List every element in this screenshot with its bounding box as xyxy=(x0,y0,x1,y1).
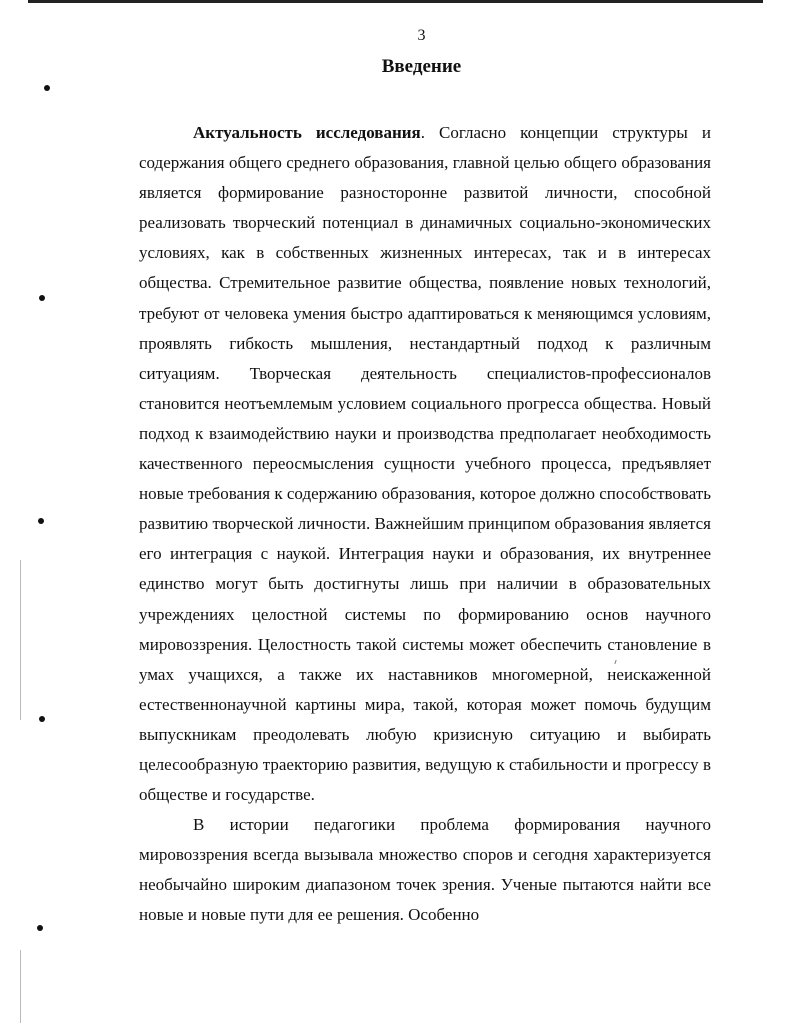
paragraph-history xyxy=(139,810,711,930)
paragraph-text: . Согласно концепции структуры и содержания общего среднего образования, главной целью общего образования является формирование разносторонне развитой личности, способной реализовать творческий потенциал в динамичных социально-экономических условиях, как в собственных жизненных интересах, так и в интересах общества. Стремительное развитие общества, появление новых технологий, требуют от человека умения быстро адаптироваться к меняющимся условиям, проявлять гибкость мышления, нестандартный подход к различным ситуациям. Творческая деятельность специалистов-профессионалов становится неотъемлемым условием социального прогресса общества. Новый подход к взаимодействию науки и производства предполагает необходимость качественного переосмысления сущности учебного процесса, предъявляет новые требования к содержанию образования, которое должно способствовать развитию творческой личности. Важнейшим принципом образования является его интеграция с наукой. Интеграция науки и образования, их внутреннее единство могут быть достигнуты лишь при наличии в образовательных учреждениях целостной системы по формированию основ научного мировоззрения. Целостность такой системы может обеспечить становление в умах учащихся, а также их наставников многомерной, неискаженной естественнонаучной картины мира, такой, которая может помочь будущим выпускникам преодолевать любую кризисную ситуацию и выбирать целесообразную траекторию развития, ведущую к стабильности и прогрессу в обществе и государстве. xyxy=(139,123,711,805)
scan-margin-line xyxy=(20,950,21,1023)
scan-margin-line xyxy=(20,560,21,720)
binding-hole-mark xyxy=(37,925,43,931)
page-number: 3 xyxy=(417,27,426,44)
paragraph-lead: Актуальность исследования xyxy=(193,123,421,142)
document-body xyxy=(139,118,711,931)
scan-top-border xyxy=(28,0,763,3)
binding-hole-mark xyxy=(44,85,50,91)
paragraph-text: В истории педагогики проблема формирования научного мировоззрения всегда вызывала множество споров и сегодня характеризуется необычайно широким диапазоном точек зрения. Ученые пытаются найти все новые и новые пути для ее решения. Особенно xyxy=(139,815,711,925)
binding-hole-mark xyxy=(39,295,45,301)
paragraph-relevance xyxy=(139,118,711,810)
binding-hole-mark xyxy=(39,716,45,722)
binding-hole-mark xyxy=(38,518,44,524)
section-heading: Введение xyxy=(381,56,462,77)
